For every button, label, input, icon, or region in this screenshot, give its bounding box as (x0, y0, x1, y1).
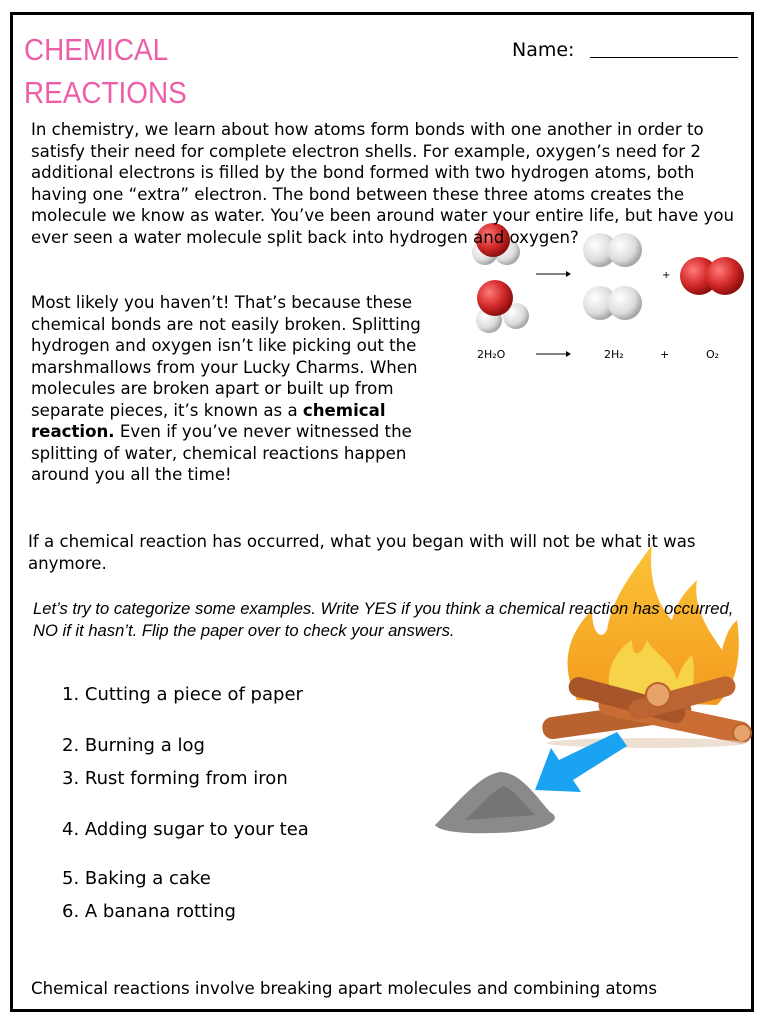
list-item: 4. Adding sugar to your tea (62, 819, 309, 840)
list-item: 5. Baking a cake (62, 868, 211, 889)
instructions: Let’s try to categorize some examples. Write YES if you think a chemical reaction has occurred, NO if it hasn’t. Flip the paper over to check your answers. (33, 599, 734, 640)
intro-paragraph: In chemistry, we learn about how atoms form bonds with one another in order to satisfy their need for complete electron shells. For example, oxygen’s need for 2 additional electrons is filled by the bond formed with two hydrogen atoms, both having one “extra” electron. The bond between these three atoms creates the molecule we know as water. You’ve been around water your entire life, but have you ever seen a water molecule split back into hydrogen and oxygen? (31, 120, 735, 247)
water-molecule-bottom (476, 280, 529, 333)
name-blank-line[interactable] (590, 57, 738, 58)
para2-text-start: Most likely you haven’t! That’s because these chemical bonds are not easily broken. Splitting hydrogen and oxygen isn’t like picking out the marshmallows from your Lucky Charms. When molecules are broken apart or built up from separate pieces, it’s known as a (31, 293, 421, 420)
page-title (24, 28, 204, 114)
list-item: 3. Rust forming from iron (62, 768, 288, 789)
footer-summary: Chemical reactions involve breaking apart molecules and combining atoms (31, 979, 658, 998)
equation-plus: + (660, 348, 670, 361)
list-item: 1. Cutting a piece of paper (62, 684, 303, 705)
para2-text-end: Even if you’ve never witnessed the splitting of water, chemical reactions happen around you all the time! (31, 422, 412, 484)
list-item: 6. A banana rotting (62, 901, 236, 922)
chemical-reaction-term: chemical reaction. (31, 400, 386, 441)
title-line-1: CHEMICAL (24, 32, 169, 67)
oxygen-molecule (680, 257, 744, 295)
blue-arrow-icon (535, 732, 627, 792)
equation-reactant: 2H₂O (477, 348, 506, 361)
title-line-2: REACTIONS (24, 75, 187, 110)
equation-product-oxygen: O₂ (706, 348, 720, 361)
reaction-definition: If a chemical reaction has occurred, what you began with will not be what it was anymore. (28, 532, 696, 573)
plus-sign-top: + (662, 270, 671, 281)
hydrogen-molecule-bottom (583, 286, 642, 320)
equation-product-hydrogen: 2H₂ (604, 348, 624, 361)
ash-pile-illustration (405, 720, 635, 890)
list-item: 2. Burning a log (62, 735, 205, 756)
chemical-reaction-paragraph (31, 292, 449, 486)
name-label: Name: (512, 39, 575, 61)
